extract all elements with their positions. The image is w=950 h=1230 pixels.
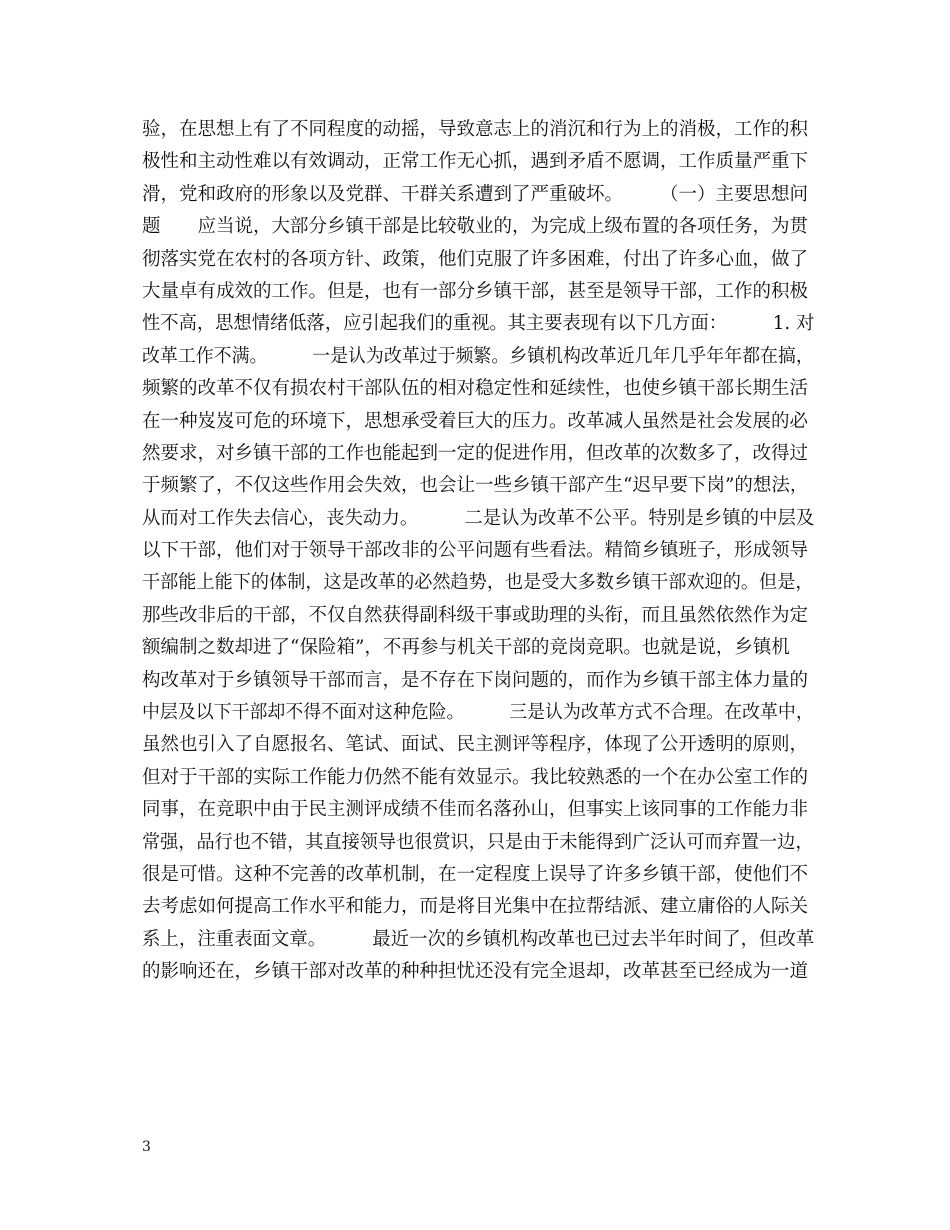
text-line: 极性和主动性难以有效调动，正常工作无心抓，遇到矛盾不愿调，工作质量严重下: [142, 151, 809, 173]
text-line: 去考虑如何提高工作水平和能力，而是将目光集中在拉帮结派、建立庸俗的人际关: [142, 896, 809, 918]
text-line: 但对于干部的实际工作能力仍然不能有效显示。我比较熟悉的一个在办公室工作的: [142, 766, 809, 788]
text-line: 于频繁了，不仅这些作用会失效，也会让一些乡镇干部产生“迟早要下岗”的想法，: [142, 475, 809, 497]
text-line: 中层及以下干部却不得不面对这种危险。 三是认为改革方式不合理。在改革中，: [142, 702, 814, 724]
text-line: 的影响还在，乡镇干部对改革的种种担忧还没有完全退却，改革甚至已经成为一道: [142, 961, 809, 983]
text-line: 构改革对于乡镇领导干部而言，是不存在下岗问题的，而作为乡镇干部主体力量的: [142, 669, 809, 691]
text-line: 常强，品行也不错，其直接领导也很赏识，只是由于未能得到广泛认可而弃置一边，: [142, 831, 814, 853]
text-line: 额编制之数却进了“保险箱”，不再参与机关干部的竞岗竞职。也就是说，乡镇机: [142, 637, 790, 659]
text-line: 同事，在竞职中由于民主测评成绩不佳而名落孙山，但事实上该同事的工作能力非: [142, 799, 809, 821]
text-line: 性不高，思想情绪低落，应引起我们的重视。其主要表现有以下几方面： 1. 对: [142, 313, 815, 335]
text-line: 改革工作不满。 一是认为改革过于频繁。乡镇机构改革近几年几乎年年都在搞，: [142, 345, 814, 367]
text-line: 那些改非后的干部，不仅自然获得副科级干事或助理的头衔，而且虽然依然作为定: [142, 604, 809, 626]
body-text: [142, 114, 814, 989]
text-line: 干部能上能下的体制，这是改革的必然趋势，也是受大多数乡镇干部欢迎的。但是，: [142, 572, 814, 594]
text-line: 大量卓有成效的工作。但是，也有一部分乡镇干部，甚至是领导干部，工作的积极: [142, 280, 809, 302]
text-line: 以下干部，他们对于领导干部改非的公平问题有些看法。精简乡镇班子，形成领导: [142, 540, 809, 562]
text-line: 验，在思想上有了不同程度的动摇，导致意志上的消沉和行为上的消极，工作的积: [142, 119, 809, 140]
text-line: 系上，注重表面文章。 最近一次的乡镇机构改革也已过去半年时间了，但改革: [142, 928, 815, 950]
text-line: 从而对工作失去信心，丧失动力。 二是认为改革不公平。特别是乡镇的中层及: [142, 507, 815, 529]
text-line: 很是可惜。这种不完善的改革机制，在一定程度上误导了许多乡镇干部，使他们不: [142, 863, 809, 885]
page-number: 3: [142, 1139, 151, 1155]
text-line: 虽然也引入了自愿报名、笔试、面试、民主测评等程序，体现了公开透明的原则，: [142, 734, 809, 756]
text-line: 滑，党和政府的形象以及党群、干群关系遭到了严重破坏。 （一）主要思想问: [142, 183, 809, 205]
text-line: 彻落实党在农村的各项方针、政策，他们克服了许多困难，付出了许多心血，做了: [142, 248, 809, 270]
text-line: 在一种岌岌可危的环境下，思想承受着巨大的压力。改革减人虽然是社会发展的必: [142, 410, 809, 432]
text-line: 题 应当说，大部分乡镇干部是比较敬业的，为完成上级布置的各项任务，为贯: [142, 216, 809, 238]
text-line: 然要求，对乡镇干部的工作也能起到一定的促进作用，但改革的次数多了，改得过: [142, 442, 809, 464]
text-line: 频繁的改革不仅有损农村干部队伍的相对稳定性和延续性，也使乡镇干部长期生活: [142, 378, 809, 400]
